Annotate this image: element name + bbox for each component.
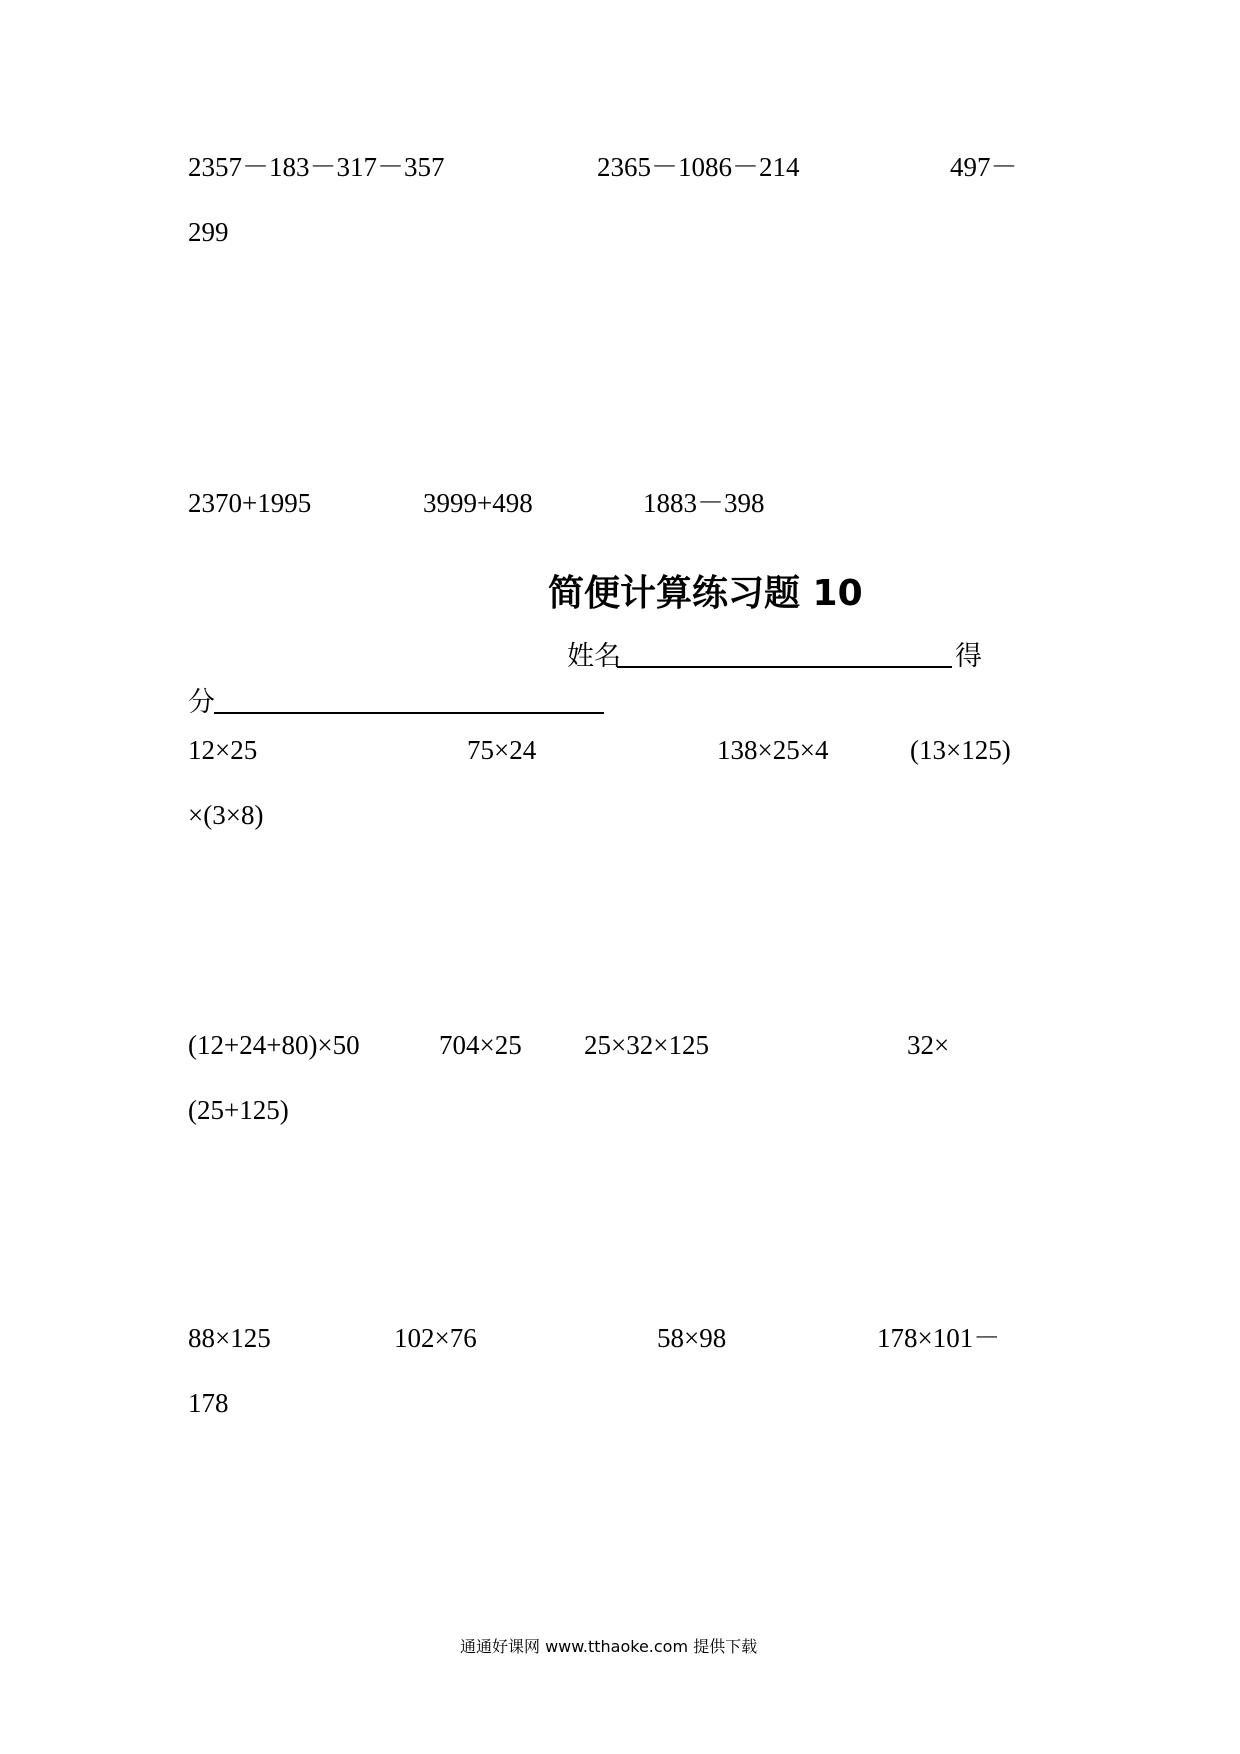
page-footer: 通通好课网 www.tthaoke.com 提供下载 bbox=[460, 1637, 758, 1656]
problem-497-299-start: 497－ bbox=[950, 152, 1018, 182]
score-label-end: 分 bbox=[188, 687, 215, 717]
problem-178x101-minus-178-start: 178×101－ bbox=[877, 1323, 1001, 1353]
problem-12x25: 12×25 bbox=[188, 735, 258, 765]
score-underline bbox=[214, 712, 604, 714]
name-label: 姓名 bbox=[567, 641, 621, 671]
problem-178x101-minus-178-end: 178 bbox=[188, 1388, 229, 1418]
score-label-start: 得 bbox=[955, 641, 982, 671]
problem-13x125-times-3x8-start: (13×125) bbox=[910, 735, 1011, 765]
problem-138x25x4: 138×25×4 bbox=[717, 735, 829, 765]
problem-25x32x125: 25×32×125 bbox=[584, 1030, 709, 1060]
problem-2357-183-317-357: 2357－183－317－357 bbox=[188, 152, 445, 182]
problem-88x125: 88×125 bbox=[188, 1323, 271, 1353]
name-underline bbox=[617, 666, 952, 668]
problem-3999-plus-498: 3999+498 bbox=[423, 488, 533, 518]
problem-13x125-times-3x8-end: ×(3×8) bbox=[188, 800, 264, 830]
problem-12-24-80-times-50: (12+24+80)×50 bbox=[188, 1030, 360, 1060]
problem-2370-plus-1995: 2370+1995 bbox=[188, 488, 312, 518]
problem-58x98: 58×98 bbox=[657, 1323, 727, 1353]
problem-2365-1086-214: 2365－1086－214 bbox=[597, 152, 800, 182]
worksheet-title: 简便计算练习题 10 bbox=[548, 573, 863, 614]
problem-1883-minus-398: 1883－398 bbox=[643, 488, 765, 518]
problem-32-times-25-125-start: 32× bbox=[907, 1030, 950, 1060]
problem-75x24: 75×24 bbox=[467, 735, 537, 765]
problem-32-times-25-125-end: (25+125) bbox=[188, 1095, 289, 1125]
problem-704x25: 704×25 bbox=[439, 1030, 522, 1060]
problem-497-299-end: 299 bbox=[188, 217, 229, 247]
problem-102x76: 102×76 bbox=[394, 1323, 477, 1353]
